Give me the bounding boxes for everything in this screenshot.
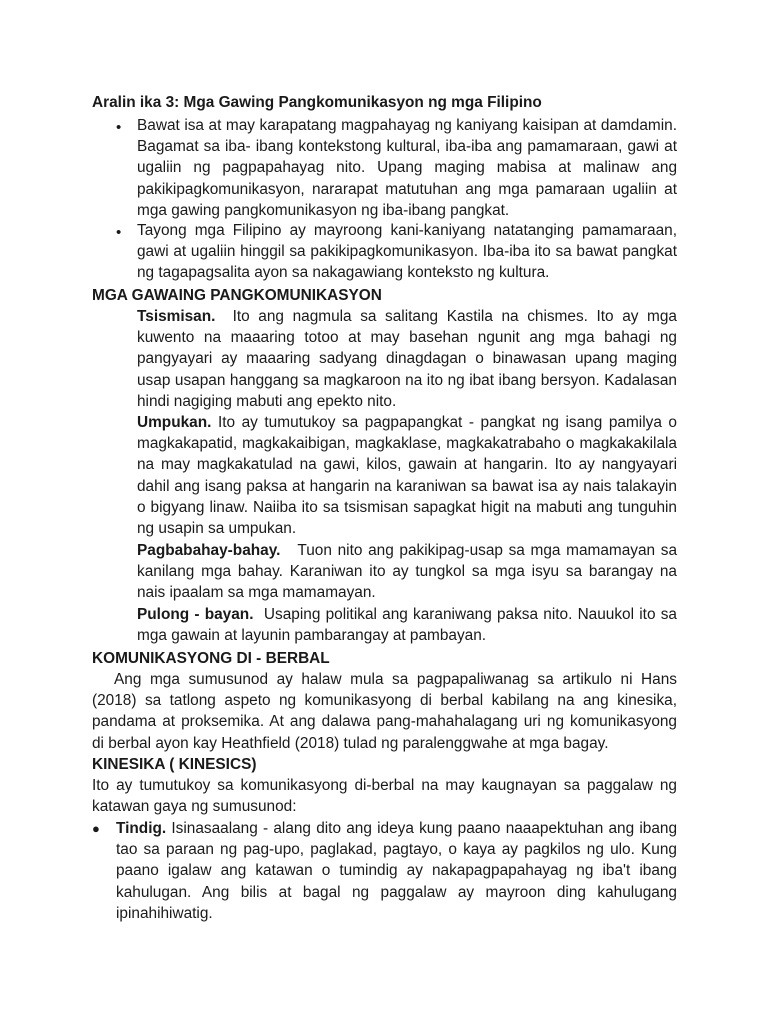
text-pulong: Usaping politikal ang karaniwang paksa nito. Nauukol ito sa mga gawain at layunin pambarangay at pambayan.: [137, 606, 677, 645]
kinesika-paragraph: Ito ay tumutukoy sa komunikasyong di-berbal na may kaugnayan sa paggalaw ng katawan gaya ng sumusunod:: [92, 777, 677, 816]
item-pulong: [137, 604, 677, 646]
term-tsismisan: Tsismisan.: [137, 308, 216, 325]
section-heading-kinesika: KINESIKA ( KINESICS): [92, 756, 257, 773]
intro-bullet-1: Bawat isa at may karapatang magpahayag ng kaniyang kaisipan at damdamin. Bagamat sa iba- ibang kontekstong kultural, iba-iba ang pamamaraan, gawi at ugaliin ng pagpapahayag nito. Upang maging mabisa at malinaw ang pakikipagkomunikasyon, nararapat matutuhan ang mga pamaraan ugaliin at mga gawing pangkomunikasyon ng iba-ibang pangkat.: [137, 117, 677, 219]
section-heading-diberbal: KOMUNIKASYONG DI - BERBAL: [92, 650, 330, 667]
intro-bullet-2: Tayong mga Filipino ay mayroong kani-kaniyang natatanging pamamaraan, gawi at ugaliin hinggil sa pakikipagkomunikasyon. Iba-iba ito sa bawat pangkat ng tagapagsalita ayon sa nakagawiang konteksto ng kultura.: [137, 222, 677, 282]
term-umpukan: Umpukan.: [137, 414, 212, 431]
item-tindig: [116, 818, 677, 924]
text-pagbabahay: Tuon nito ang pakikipag-usap sa mga mamamayan sa kanilang mga bahay. Karaniwan ito ay tungkol sa mga isyu sa barangay na nais ipaalam sa mga mamamayan.: [137, 542, 677, 602]
diberbal-paragraph: Ang mga sumusunod ay halaw mula sa pagpapaliwanag sa artikulo ni Hans (2018) sa tatlong aspeto ng komunikasyong di berbal kabilang na ang kinesika, pandama at proksemika. At ang dalawa pang-mahahalagang uri ng komunikasyong di berbal ayon kay Heathfield (2018) tulad ng paralenggwahe at mga bagay.: [92, 671, 677, 752]
bullet-marker: •: [116, 119, 122, 136]
bullet-marker: ●: [92, 821, 100, 836]
term-pagbabahay: Pagbabahay-bahay.: [137, 542, 281, 559]
bullet-marker: •: [116, 224, 122, 241]
text-tsismisan: Ito ang nagmula sa salitang Kastila na chismes. Ito ay mga kuwento na maaaring totoo at may basehan ngunit ang mga bahagi ng pangyayari ay maaaring sadyang dinagdagan o binawasan upang maging usap usapan hanggang sa magkaroon na ito ng ibat ibang bersyon. Kadalasan hindi nagiging mabuti ang epekto nito.: [137, 308, 677, 410]
lesson-title: Aralin ika 3: Mga Gawing Pangkomunikasyon ng mga Filipino: [92, 94, 542, 111]
item-tsismisan: [137, 306, 677, 412]
section-heading-gawaing: MGA GAWAING PANGKOMUNIKASYON: [92, 287, 382, 304]
item-umpukan: [137, 412, 677, 539]
text-umpukan: Ito ay tumutukoy sa pagpapangkat - pangkat ng isang pamilya o magkakapatid, magkakaibigan, magkaklase, magkakatrabaho o magkakakilala na may magkakatulad na gawi, kilos, gawain at hangarin. Ito ay nangyayari dahil ang isang paksa at hangarin na karaniwan sa bawat isa ay nais talakayin o bigyang linaw. Naiiba ito sa tsismisan sapagkat higit na mabuti ang tunguhin ng usapin sa umpukan.: [137, 414, 677, 538]
text-tindig: Isinasaalang - alang dito ang ideya kung paano naaapektuhan ang ibang tao sa paraan ng pag-upo, paglakad, pagtayo, o kaya ay pagkilos ng ulo. Kung paano igalaw ang katawan o tumindig ay nakapagpapahayag ng iba't ibang kahulugan. Ang bilis at bagal ng paggalaw ay mayroon ding kahulugang ipinahihiwatig.: [116, 820, 678, 922]
item-pagbabahay: [137, 540, 677, 604]
term-pulong: Pulong - bayan.: [137, 606, 254, 623]
term-tindig: Tindig.: [116, 820, 167, 837]
